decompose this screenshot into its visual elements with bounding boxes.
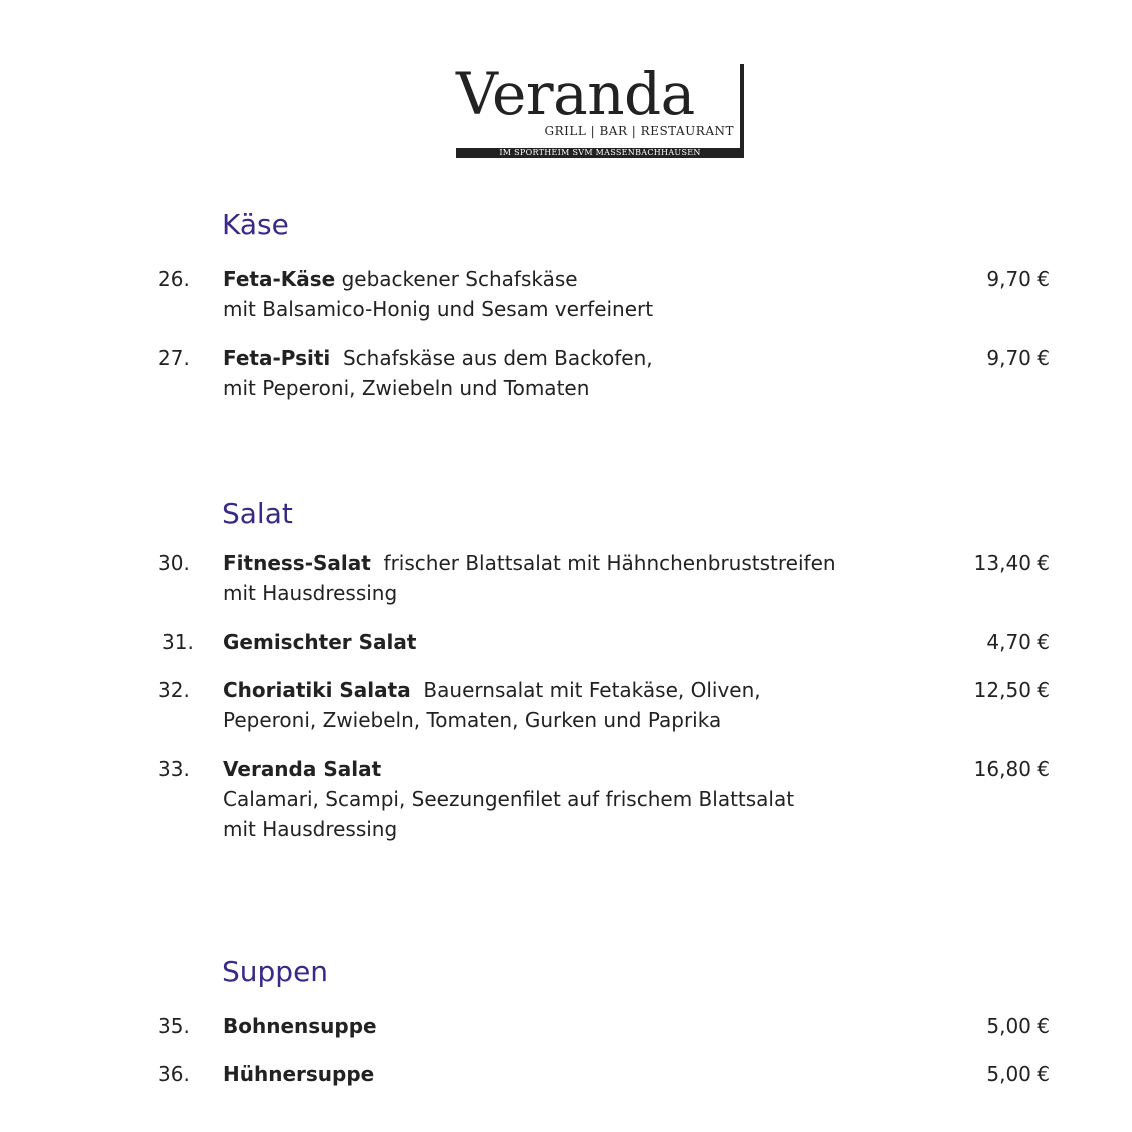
section-title-suppen: Suppen [222,955,329,988]
item-desc-line1: gebackener Schafskäse [335,267,578,291]
item-price: 5,00 € [986,1014,1050,1038]
item-name: Feta-Psiti [223,346,331,370]
item-price: 9,70 € [986,346,1050,370]
item-price: 13,40 € [973,551,1050,575]
item-price: 5,00 € [986,1062,1050,1086]
item-desc-line1: Bauernsalat mit Fetakäse, Oliven, [410,678,761,702]
item-number: 35. [158,1014,190,1038]
item-desc-line2: mit Balsamico-Honig und Sesam verfeinert [223,297,654,321]
item-desc-line2: Peperoni, Zwiebeln, Tomaten, Gurken und Paprika [223,708,722,732]
item-description [223,754,913,844]
item-number: 36. [158,1062,190,1086]
item-desc-line3: mit Hausdressing [223,817,398,841]
item-name: Choriatiki Salata [223,678,411,702]
restaurant-logo [456,62,746,160]
item-price: 16,80 € [973,757,1050,781]
item-number: 30. [158,551,190,575]
item-description [223,548,913,608]
item-price: 4,70 € [986,630,1050,654]
item-name: Gemischter Salat [223,630,417,654]
item-description [223,675,913,735]
item-number: 26. [158,267,190,291]
item-number: 32. [158,678,190,702]
item-description [223,1011,913,1041]
logo-subtitle: GRILL | BAR | RESTAURANT [544,124,734,138]
section-title-salat: Salat [222,497,293,530]
item-name: Feta-Käse [223,267,336,291]
item-desc-line1: Schafskäse aus dem Backofen, [330,346,653,370]
logo-vertical-bar [740,64,744,156]
item-description [223,343,913,403]
item-name: Fitness-Salat [223,551,371,575]
item-desc-line2: mit Peperoni, Zwiebeln und Tomaten [223,376,590,400]
item-name: Hühnersuppe [223,1062,375,1086]
logo-name: Veranda [456,60,695,128]
item-description [223,264,913,324]
item-desc-line2: Calamari, Scampi, Seezungenfilet auf frischem Blattsalat [223,787,795,811]
section-title-kaese: Käse [222,208,289,241]
logo-band: IM SPORTHEIM SVM MASSENBACHHAUSEN [456,148,744,158]
item-description [223,1059,913,1089]
item-description [223,627,913,657]
item-number: 27. [158,346,190,370]
item-price: 12,50 € [973,678,1050,702]
item-desc-line2: mit Hausdressing [223,581,398,605]
item-desc-line1: frischer Blattsalat mit Hähnchenbruststreifen [370,551,836,575]
item-name: Bohnensuppe [223,1014,377,1038]
item-number: 33. [158,757,190,781]
item-price: 9,70 € [986,267,1050,291]
item-number: 31. [162,630,194,654]
item-name: Veranda Salat [223,757,382,781]
